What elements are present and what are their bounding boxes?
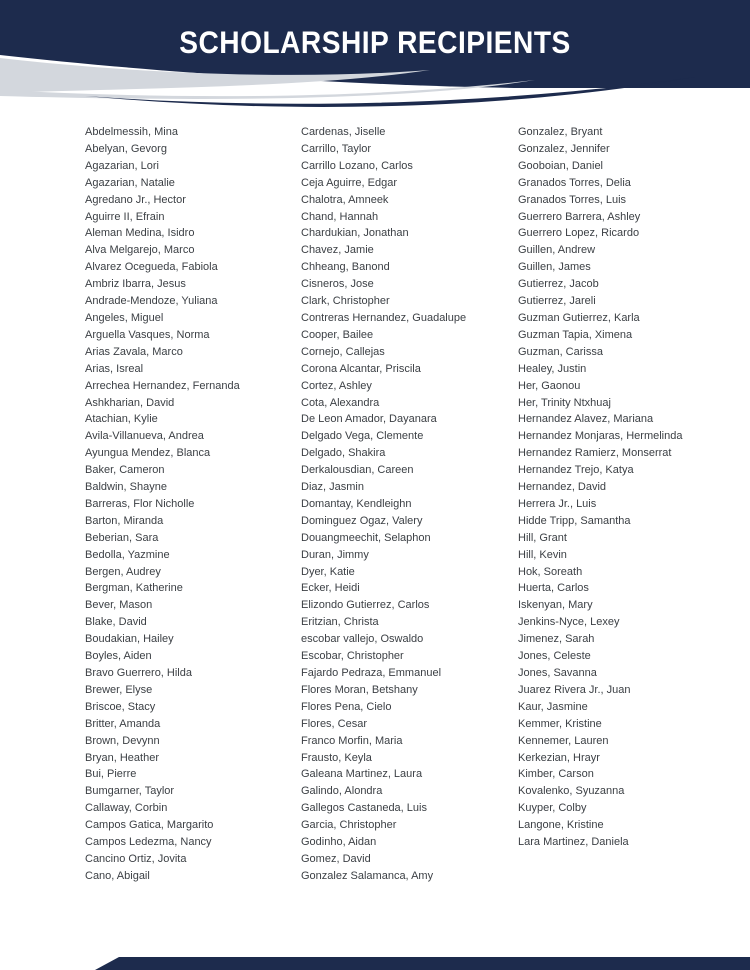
recipient-name: Bever, Mason [85,599,153,612]
recipient-name: Bedolla, Yazmine [85,548,170,561]
recipient-name: Delgado, Shakira [301,447,386,460]
recipient-name: Guzman Tapia, Ximena [518,328,633,341]
recipient-name: Iskenyan, Mary [518,599,593,612]
recipients-column-2 [301,124,518,885]
recipient-name: Franco Morfin, Maria [301,734,403,747]
footer-bar [95,957,750,970]
recipient-name: Kerkezian, Hrayr [518,751,600,764]
recipient-name: De Leon Amador, Dayanara [301,413,437,426]
recipient-name: Flores, Cesar [301,717,368,730]
recipient-name: Bergman, Katherine [85,582,183,595]
recipient-name: Angeles, Miguel [85,311,164,324]
recipient-name: Barton, Miranda [85,514,164,527]
recipient-name: Hernandez Monjaras, Hermelinda [518,430,683,443]
recipient-name: Clark, Christopher [301,295,390,308]
recipient-name: Her, Gaonou [518,379,581,392]
recipient-name: Flores Moran, Betshany [301,683,418,696]
recipient-name: Eritzian, Christa [301,616,379,629]
recipient-name: Bergen, Audrey [85,565,161,578]
recipient-name: Cardenas, Jiselle [301,126,386,138]
recipient-name: Carrillo, Taylor [301,142,372,155]
recipient-name: Elizondo Gutierrez, Carlos [301,599,430,612]
recipient-name: Guzman, Carissa [518,345,603,358]
recipient-name: Kaur, Jasmine [518,700,588,713]
recipient-name: Bumgarner, Taylor [85,785,175,798]
recipient-name: Cortez, Ashley [301,379,372,392]
recipient-name: Kovalenko, Syuzanna [518,785,625,798]
recipient-name: Brown, Devynn [85,734,160,747]
recipient-name: Hernandez Alavez, Mariana [518,413,654,426]
recipient-name: Gonzalez, Jennifer [518,142,610,155]
recipient-name: Gomez, David [301,852,371,865]
recipient-name: Hill, Grant [518,531,567,544]
recipient-name: Bryan, Heather [85,751,159,764]
recipient-name: Chheang, Banond [301,261,390,274]
recipient-name: Boyles, Aiden [85,650,152,663]
recipient-name: Campos Gatica, Margarito [85,819,214,832]
recipient-name: Godinho, Aidan [301,836,377,849]
recipient-name: Granados Torres, Luis [518,193,627,206]
recipient-name: Boudakian, Hailey [85,633,174,646]
recipient-name: Herrera Jr., Luis [518,497,597,510]
recipient-name: Juarez Rivera Jr., Juan [518,683,631,696]
recipient-name: Guerrero Lopez, Ricardo [518,227,640,240]
recipient-name: Cancino Ortiz, Jovita [85,852,187,865]
recipient-name: Duran, Jimmy [301,548,369,561]
page-title: SCHOLARSHIP RECIPIENTS [179,26,571,61]
recipient-name: Gutierrez, Jacob [518,278,599,291]
recipient-name: Avila-Villanueva, Andrea [85,430,204,443]
recipient-name: Carrillo Lozano, Carlos [301,159,413,172]
recipient-name: Flores Pena, Cielo [301,700,392,713]
recipient-name: Campos Ledezma, Nancy [85,836,212,849]
recipient-name: Guillen, Andrew [518,244,596,257]
recipient-name: Callaway, Corbin [85,802,168,815]
recipient-name: Hernandez, David [518,481,607,494]
recipient-name: Kimber, Carson [518,768,594,781]
recipient-name: Lara Martinez, Daniela [518,836,629,849]
recipient-name: Gutierrez, Jareli [518,295,596,308]
recipients-list [85,124,750,885]
recipient-name: Garcia, Christopher [301,819,397,832]
recipient-name: Arguella Vasques, Norma [85,328,210,341]
recipient-name: Hernandez Trejo, Katya [518,464,634,477]
recipient-name: Galindo, Alondra [301,785,383,798]
recipient-name: Beberian, Sara [85,531,159,544]
recipient-name: Jones, Celeste [518,650,591,663]
recipient-name: Cano, Abigail [85,869,150,882]
recipient-name: Guillen, James [518,261,591,274]
recipient-name: escobar vallejo, Oswaldo [301,633,424,646]
recipient-name: Granados Torres, Delia [518,176,631,189]
recipient-name: Agredano Jr., Hector [85,193,186,206]
recipient-name: Abdelmessih, Mina [85,126,178,138]
recipient-name: Baldwin, Shayne [85,481,167,494]
recipient-name: Healey, Justin [518,362,587,375]
recipient-name: Briscoe, Stacy [85,700,156,713]
recipient-name: Langone, Kristine [518,819,604,832]
recipient-name: Escobar, Christopher [301,650,404,663]
recipient-name: Hernandez Ramierz, Monserrat [518,447,672,460]
recipient-name: Frausto, Keyla [301,751,372,764]
recipient-name: Arrechea Hernandez, Fernanda [85,379,240,392]
recipient-name: Chalotra, Amneek [301,193,389,206]
recipient-name: Gooboian, Daniel [518,159,604,172]
recipients-column-1 [85,124,301,885]
recipient-name: Dominguez Ogaz, Valery [301,514,423,527]
recipient-name: Britter, Amanda [85,717,161,730]
recipient-name: Guerrero Barrera, Ashley [518,210,641,223]
recipient-name: Blake, David [85,616,147,629]
recipient-name: Delgado Vega, Clemente [301,430,424,443]
recipient-name: Agazarian, Natalie [85,176,175,189]
recipient-name: Atachian, Kylie [85,413,158,426]
recipient-name: Kennemer, Lauren [518,734,609,747]
recipient-name: Ecker, Heidi [301,582,360,595]
recipient-name: Galeana Martinez, Laura [301,768,423,781]
recipient-name: Bravo Guerrero, Hilda [85,667,192,679]
recipient-name: Contreras Hernandez, Guadalupe [301,311,467,324]
recipient-name: Cota, Alexandra [301,396,380,409]
page-header [0,0,750,118]
recipient-name: Cooper, Bailee [301,328,374,341]
recipient-name: Arias Zavala, Marco [85,345,183,358]
recipient-name: Chavez, Jamie [301,244,374,257]
recipient-name: Bui, Pierre [85,768,137,781]
recipient-name: Diaz, Jasmin [301,481,364,494]
recipient-name: Andrade-Mendoze, Yuliana [85,295,218,308]
recipient-name: Alvarez Ocegueda, Fabiola [85,261,218,274]
recipient-name: Agazarian, Lori [85,159,159,172]
recipient-name: Her, Trinity Ntxhuaj [518,396,611,409]
recipient-name: Arias, Isreal [85,362,144,375]
recipient-name: Gonzalez Salamanca, Amy [301,869,434,882]
recipient-name: Hok, Soreath [518,565,583,578]
recipient-name: Ambriz Ibarra, Jesus [85,278,186,291]
recipient-name: Gonzalez, Bryant [518,126,603,138]
recipient-name: Hidde Tripp, Samantha [518,514,631,527]
recipient-name: Abelyan, Gevorg [85,142,167,155]
recipient-name: Jimenez, Sarah [518,633,595,646]
recipient-name: Ayungua Mendez, Blanca [85,447,211,460]
recipient-name: Jenkins-Nyce, Lexey [518,616,620,629]
recipient-name: Guzman Gutierrez, Karla [518,311,640,324]
recipients-column-3 [518,124,750,885]
recipient-name: Aleman Medina, Isidro [85,227,195,240]
recipient-name: Baker, Cameron [85,464,165,477]
recipient-name: Barreras, Flor Nicholle [85,497,195,510]
recipient-name: Ashkharian, David [85,396,175,409]
recipient-name: Cisneros, Jose [301,278,374,291]
recipient-name: Huerta, Carlos [518,582,589,595]
recipient-name: Domantay, Kendleighn [301,497,412,510]
recipient-name: Alva Melgarejo, Marco [85,244,195,257]
recipient-name: Brewer, Elyse [85,683,153,696]
recipient-name: Aguirre II, Efrain [85,210,165,223]
recipient-name: Dyer, Katie [301,565,355,578]
recipient-name: Gallegos Castaneda, Luis [301,802,427,815]
recipient-name: Kemmer, Kristine [518,717,602,730]
recipient-name: Douangmeechit, Selaphon [301,531,431,544]
recipient-name: Ceja Aguirre, Edgar [301,176,397,189]
recipient-name: Corona Alcantar, Priscila [301,362,421,375]
recipient-name: Hill, Kevin [518,548,567,561]
recipient-name: Fajardo Pedraza, Emmanuel [301,667,442,679]
recipient-name: Chand, Hannah [301,210,379,223]
recipient-name: Derkalousdian, Careen [301,464,414,477]
recipient-name: Jones, Savanna [518,667,597,679]
recipient-name: Cornejo, Callejas [301,345,385,358]
recipient-name: Chardukian, Jonathan [301,227,409,240]
recipient-name: Kuyper, Colby [518,802,587,815]
